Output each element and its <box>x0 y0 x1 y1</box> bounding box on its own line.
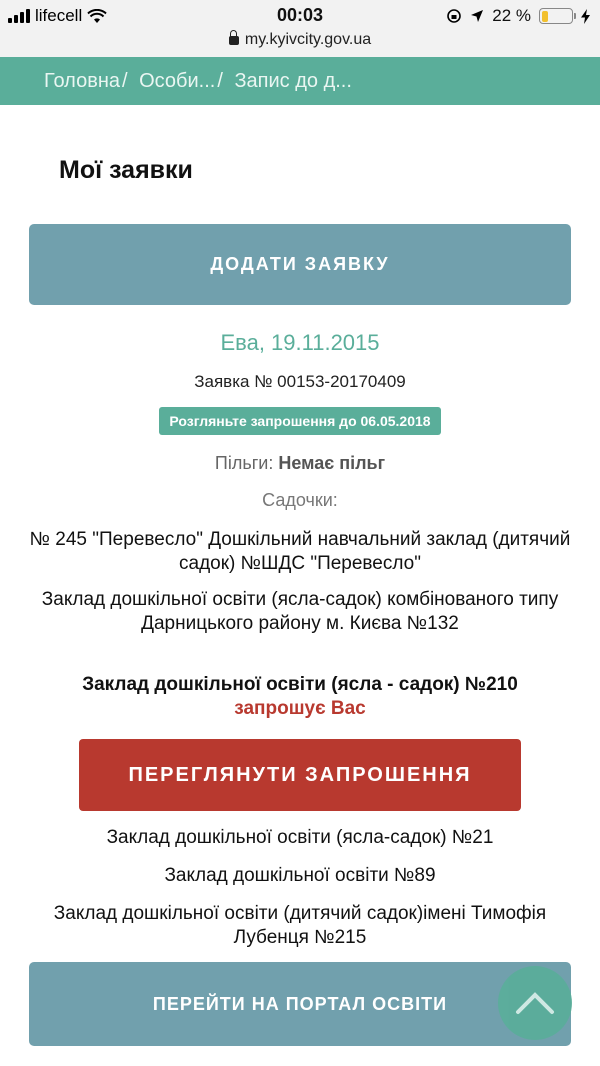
breadcrumb-personal[interactable]: Особи... <box>139 70 216 92</box>
page-title: Мої заявки <box>59 156 193 184</box>
chevron-up-icon <box>515 988 555 1016</box>
kindergarten-name: Заклад дошкільної освіти (ясла - садок) №210 <box>82 674 518 695</box>
location-icon <box>470 9 484 23</box>
kindergarten-item: № 245 "Перевесло" Дошкільний навчальний заклад (дитячий садок) №ШДС "Перевесло" <box>29 529 571 574</box>
benefits-label: Пільги: <box>214 453 274 473</box>
kindergarten-item-inviting <box>0 673 600 721</box>
kindergartens-label: Садочки: <box>262 490 338 510</box>
breadcrumb-separator: / <box>217 70 223 92</box>
education-portal-button[interactable]: ПЕРЕЙТИ НА ПОРТАЛ ОСВІТИ <box>29 962 571 1046</box>
status-badge: Розгляньте запрошення до 06.05.2018 <box>159 407 440 435</box>
status-bar <box>0 0 600 30</box>
breadcrumb-separator: / <box>122 70 128 92</box>
orientation-lock-icon <box>446 8 462 24</box>
kindergarten-item: Заклад дошкільної освіти (ясла-садок) комбінованого типу Дарницького району м. Києва №132 <box>41 589 559 634</box>
badge-container <box>0 407 600 435</box>
child-name: Ева, 19.11.2015 <box>220 330 380 355</box>
add-application-button[interactable]: ДОДАТИ ЗАЯВКУ <box>29 224 571 305</box>
charging-icon <box>581 9 590 24</box>
benefits-line <box>0 453 600 474</box>
lock-icon <box>229 36 239 45</box>
invites-label: запрошує Вас <box>234 698 366 719</box>
kindergarten-item: Заклад дошкільної освіти №89 <box>164 865 436 886</box>
url-domain: my.kyivcity.gov.ua <box>244 31 372 48</box>
scroll-to-top-button[interactable] <box>498 966 572 1040</box>
kindergarten-item: Заклад дошкільної освіти (дитячий садок)імені Тимофія Лубенця №215 <box>53 903 547 948</box>
application-number: Заявка № 00153-20170409 <box>194 372 406 391</box>
view-invitation-button[interactable]: ПЕРЕГЛЯНУТИ ЗАПРОШЕННЯ <box>79 739 521 811</box>
kindergarten-item: Заклад дошкільної освіти (ясла-садок) №21 <box>106 827 494 848</box>
status-right <box>446 6 590 26</box>
breadcrumb <box>0 57 600 105</box>
breadcrumb-home[interactable]: Головна <box>44 70 120 92</box>
battery-icon <box>539 8 573 24</box>
address-bar[interactable] <box>0 30 600 57</box>
benefits-value: Немає пільг <box>278 453 386 473</box>
breadcrumb-current: Запис до д... <box>234 70 352 92</box>
battery-percent: 22 % <box>492 6 531 25</box>
carrier-name: lifecell <box>35 6 83 25</box>
clock: 00:03 <box>276 5 324 25</box>
